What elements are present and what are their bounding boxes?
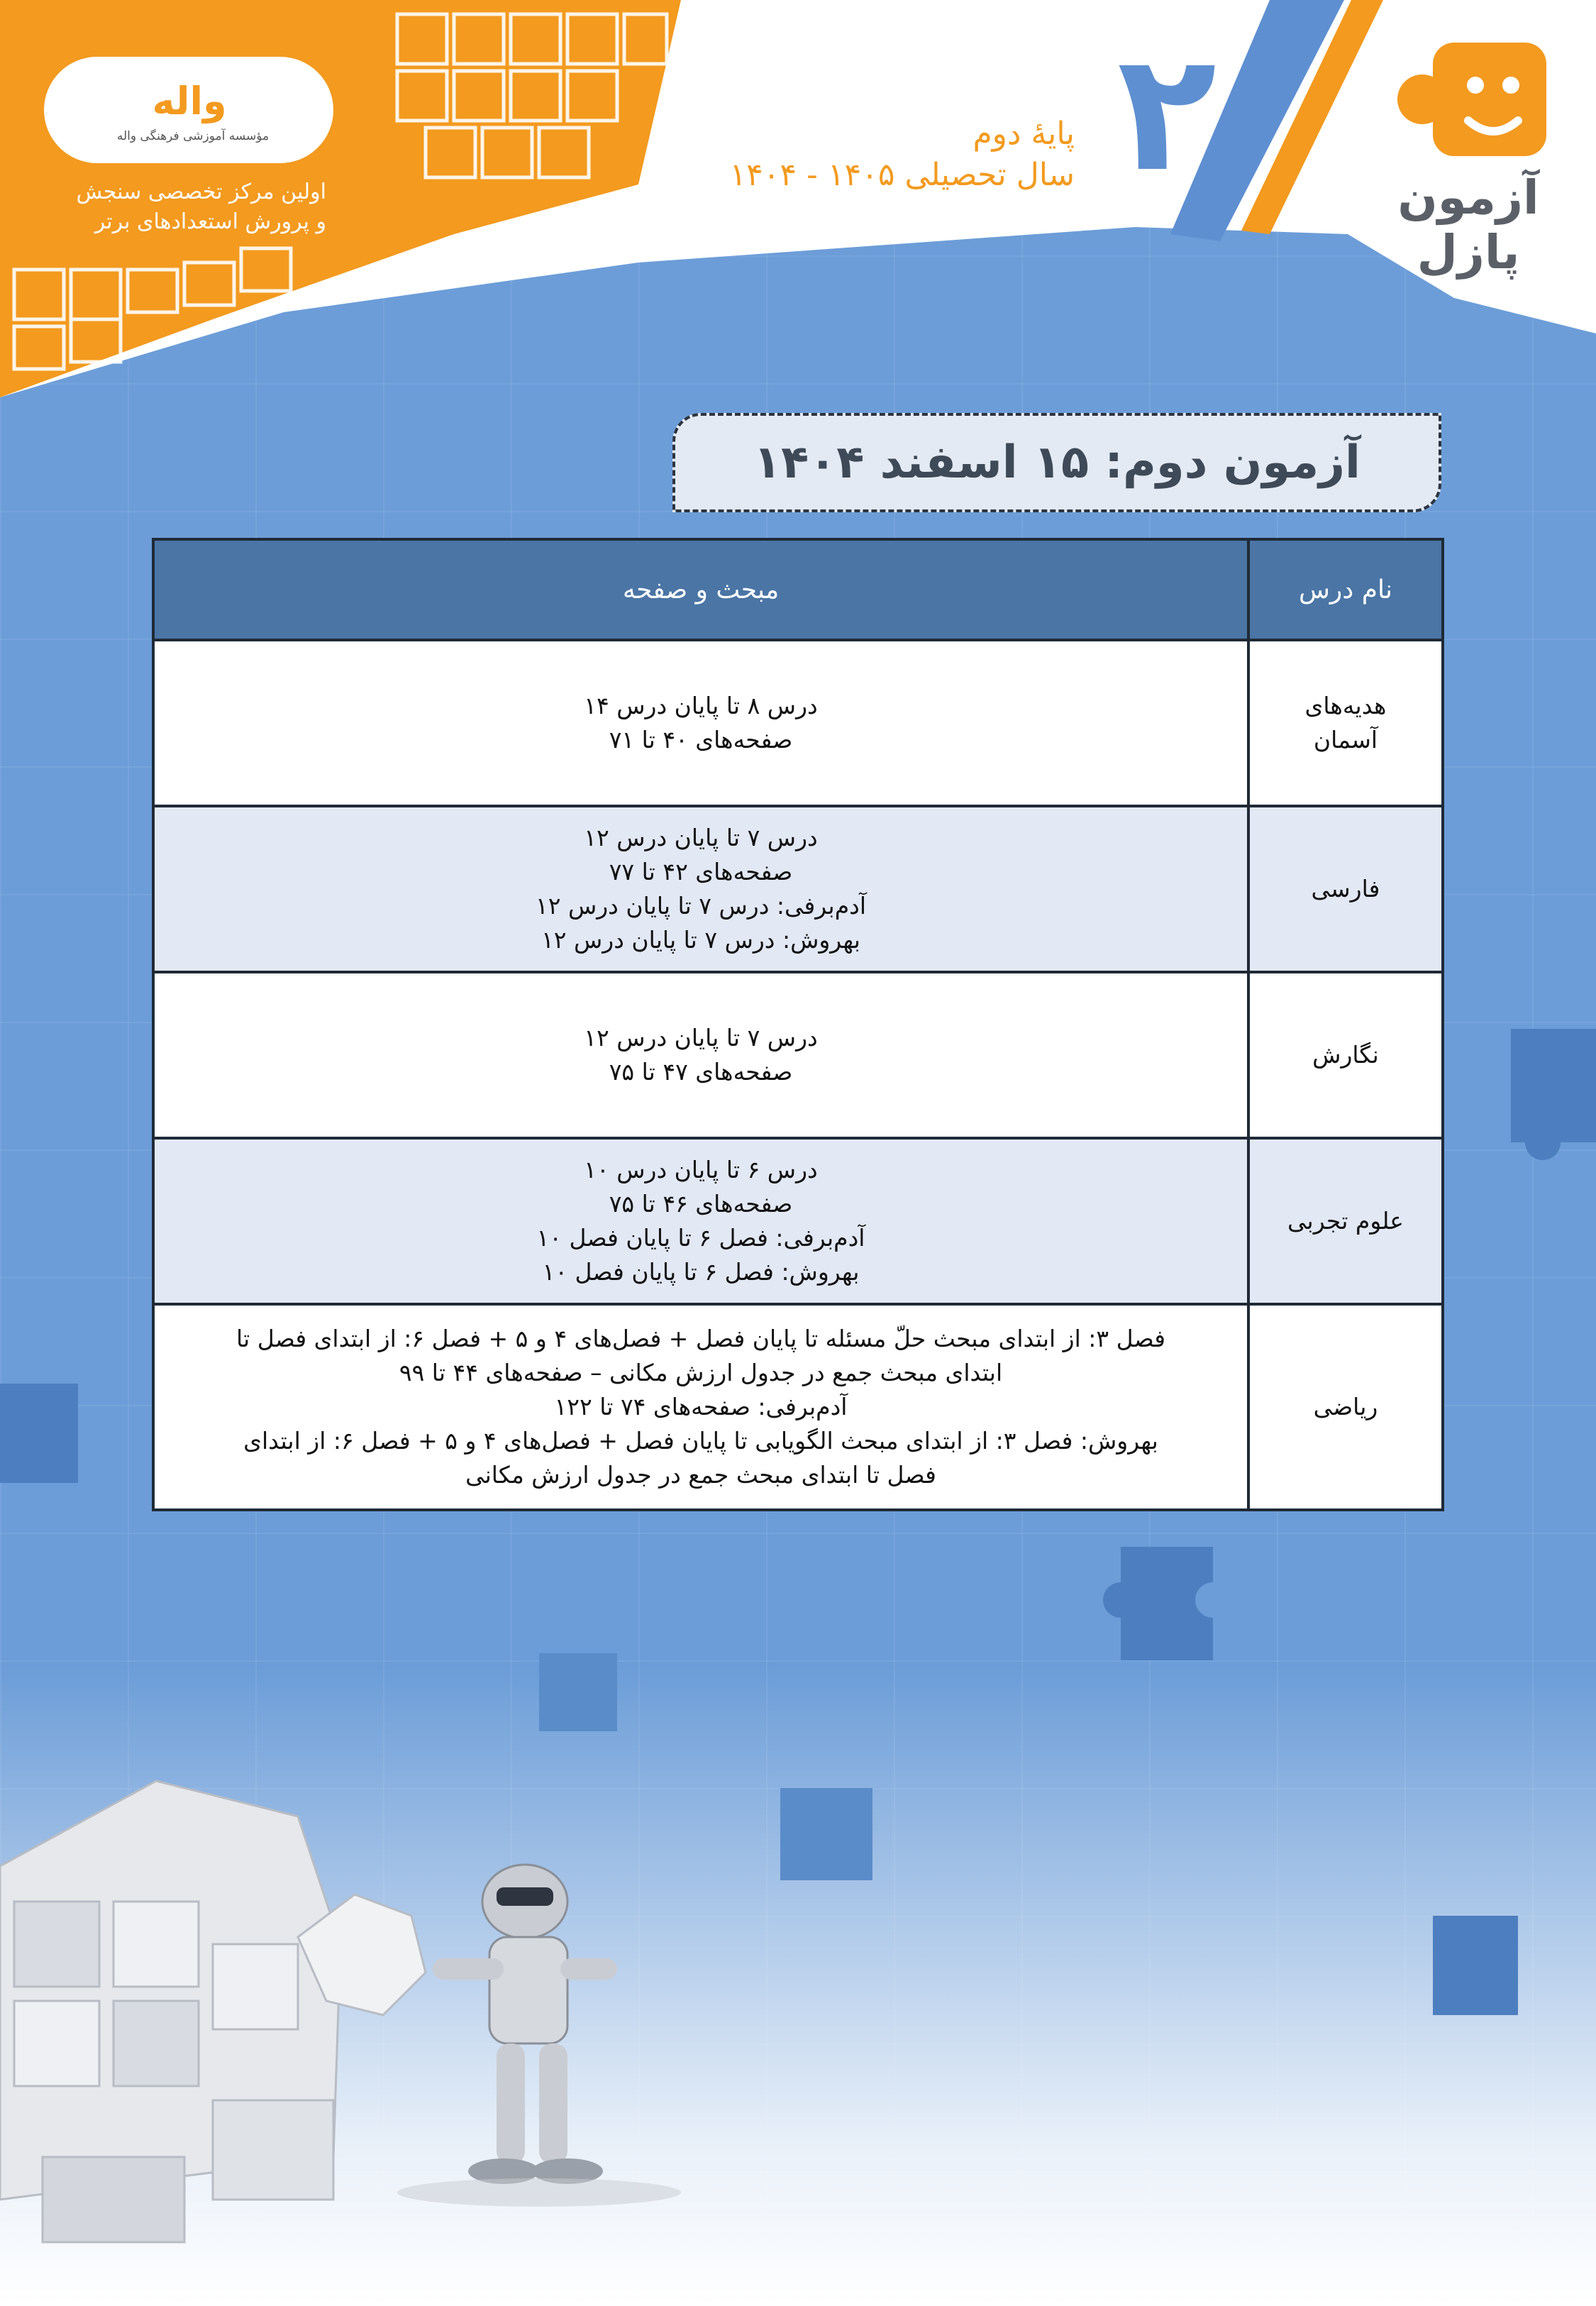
topic-line: صفحه‌های ۴۷ تا ۷۵	[609, 1058, 793, 1086]
subject-line: آسمان	[1313, 726, 1378, 754]
exam-title-box	[672, 413, 1441, 512]
brand-name: واله	[152, 79, 227, 123]
topic-line: آدم‌برفی: درس ۷ تا پایان درس ۱۲	[536, 892, 866, 920]
subject-cell	[1248, 640, 1443, 806]
school-year: سال تحصیلی ۱۴۰۵ - ۱۴۰۴	[729, 157, 1075, 193]
topic-line: ابتدای مبحث جمع در جدول ارزش مکانی – صفحه‌های ۴۴ تا ۹۹	[399, 1359, 1003, 1386]
table-row	[153, 972, 1443, 1138]
topic-line: درس ۷ تا پایان درس ۱۲	[584, 824, 818, 851]
subject-line: هدیه‌های	[1304, 692, 1387, 719]
subject-cell	[1248, 1304, 1443, 1510]
topic-cell	[153, 1138, 1248, 1304]
topic-cell	[153, 1304, 1248, 1510]
exam-title: آزمون دوم: ۱۵ اسفند ۱۴۰۴	[753, 436, 1361, 489]
grade-info	[638, 114, 1075, 196]
topic-line: درس ۶ تا پایان درس ۱۰	[584, 1156, 818, 1184]
topic-line: بهروش: فصل ۶ تا پایان فصل ۱۰	[542, 1258, 860, 1286]
logo-text: آزمون پازل	[1397, 170, 1539, 280]
topic-cell	[153, 972, 1248, 1138]
topic-cell	[153, 640, 1248, 806]
topic-line: فصل تا ابتدای مبحث جمع در جدول ارزش مکانی	[465, 1461, 936, 1489]
topic-line: صفحه‌های ۴۰ تا ۷۱	[609, 726, 793, 754]
grade-number: ۲	[1116, 18, 1217, 208]
subject-cell	[1248, 1138, 1443, 1304]
page-header	[0, 0, 1596, 397]
topic-line: بهروش: درس ۷ تا پایان درس ۱۲	[541, 926, 860, 954]
subject-cell	[1248, 972, 1443, 1138]
table-row	[153, 806, 1443, 972]
topic-cell	[153, 806, 1248, 972]
subject-line: نگارش	[1312, 1041, 1379, 1069]
topic-line: درس ۸ تا پایان درس ۱۴	[584, 692, 818, 719]
robot-figure	[433, 1865, 617, 2184]
subject-line: ریاضی	[1313, 1393, 1378, 1420]
subject-cell	[1248, 806, 1443, 972]
topic-line: بهروش: فصل ۳: از ابتدای مبحث الگویابی تا پایان فصل + فصل‌های ۴ و ۵ + فصل ۶: از ابتدای	[243, 1427, 1158, 1455]
topic-line: صفحه‌های ۴۲ تا ۷۷	[609, 858, 793, 886]
topic-line: آدم‌برفی: فصل ۶ تا پایان فصل ۱۰	[536, 1224, 865, 1252]
topic-line: درس ۷ تا پایان درس ۱۲	[584, 1024, 818, 1052]
grade-label: پایهٔ دوم	[972, 116, 1075, 152]
header-subject: نام درس	[1248, 539, 1443, 640]
table-row	[153, 640, 1443, 806]
subject-line: فارسی	[1311, 875, 1380, 903]
topic-line: صفحه‌های ۴۶ تا ۷۵	[609, 1190, 793, 1218]
table-row	[153, 1304, 1443, 1510]
table-row	[153, 1138, 1443, 1304]
robot-puzzle-illustration	[0, 1760, 709, 2306]
brand-tagline	[50, 177, 326, 237]
topic-line: فصل ۳: از ابتدای مبحث حلّ مسئله تا پایان فصل + فصل‌های ۴ و ۵ + فصل ۶: از ابتدای فصل تا	[235, 1325, 1165, 1352]
brand-tagline-line: و پرورش استعدادهای برتر	[94, 209, 326, 234]
subject-line: علوم تجربی	[1287, 1207, 1404, 1235]
puzzle-logo-icon	[1390, 43, 1553, 170]
topic-line: آدم‌برفی: صفحه‌های ۷۴ تا ۱۲۲	[554, 1393, 848, 1420]
brand-tagline-line: اولین مرکز تخصصی سنجش	[76, 180, 326, 204]
syllabus-table	[152, 538, 1444, 1511]
brand-subtitle: مؤسسه آموزشی فرهنگی واله	[116, 129, 270, 143]
brand-logo-box	[44, 57, 333, 163]
table-header-row	[153, 539, 1443, 640]
header-topic: مبحث و صفحه	[153, 539, 1248, 640]
